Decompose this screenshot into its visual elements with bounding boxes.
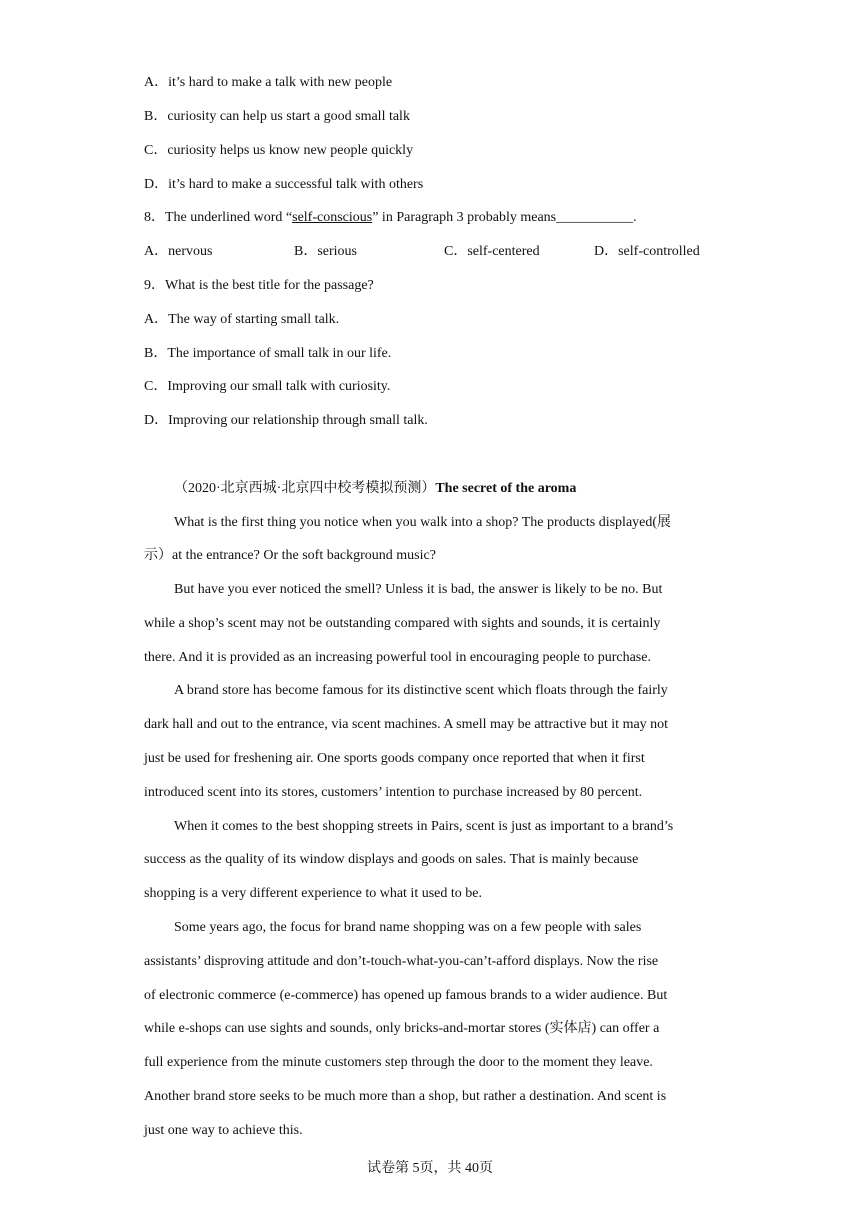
passage-line: there. And it is provided as an increasing powerful tool in encouraging people to purchase. xyxy=(144,650,651,665)
passage-line: What is the first thing you notice when you walk into a shop? The products displayed(展 xyxy=(174,515,672,530)
q7-option-c: C．curiosity helps us know new people quickly xyxy=(144,143,414,158)
passage-line: But have you ever noticed the smell? Unless it is bad, the answer is likely to be no. But xyxy=(174,582,663,597)
q9-option-a: A．The way of starting small talk. xyxy=(144,312,340,327)
q9-option-b: B．The importance of small talk in our life. xyxy=(144,346,392,361)
passage-line: while a shop’s scent may not be outstanding compared with sights and sounds, it is certainly xyxy=(144,616,661,631)
q8-stem xyxy=(144,209,637,227)
passage-line: of electronic commerce (e-commerce) has opened up famous brands to a wider audience. But xyxy=(144,988,668,1003)
passage-line: dark hall and out to the entrance, via scent machines. A smell may be attractive but it may not xyxy=(144,717,669,732)
q9-stem: 9．What is the best title for the passage? xyxy=(144,278,374,293)
underlined-word: self-conscious xyxy=(292,210,373,225)
q8-option-a: A．nervous xyxy=(144,244,213,259)
passage-title: The secret of the aroma xyxy=(435,481,577,496)
q7-option-b: B．curiosity can help us start a good small talk xyxy=(144,109,410,124)
passage-line: When it comes to the best shopping streets in Pairs, scent is just as important to a brand’s xyxy=(174,819,674,834)
passage-line: introduced scent into its stores, customers’ intention to purchase increased by 80 percent. xyxy=(144,785,643,800)
passage-line: full experience from the minute customers step through the door to the moment they leave. xyxy=(144,1055,653,1070)
passage-line: shopping is a very different experience to what it used to be. xyxy=(144,886,482,901)
q8-options xyxy=(0,243,860,261)
passage-line: Some years ago, the focus for brand name shopping was on a few people with sales xyxy=(174,920,642,935)
q8-option-c: C．self-centered xyxy=(444,244,540,259)
q8-stem-suffix: ” in Paragraph 3 probably means___________. xyxy=(372,210,637,225)
passage-line: just be used for freshening air. One sports goods company once reported that when it first xyxy=(144,751,645,766)
passage-source: （2020·北京西城·北京四中校考模拟预测） xyxy=(174,481,436,496)
q9-option-c: C．Improving our small talk with curiosity. xyxy=(144,379,391,394)
passage-line: 示）at the entrance? Or the soft background music? xyxy=(144,548,436,563)
passage-line: assistants’ disproving attitude and don’t-touch-what-you-can’t-afford displays. Now the rise xyxy=(144,954,659,969)
q7-option-d: D．it’s hard to make a successful talk with others xyxy=(144,177,424,192)
q8-stem-prefix: 8．The underlined word “ xyxy=(144,210,293,225)
q8-option-b: B．serious xyxy=(294,244,357,259)
q9-option-d: D．Improving our relationship through small talk. xyxy=(144,413,428,428)
page-footer: 试卷第 5页，共 40页 xyxy=(367,1161,493,1176)
passage-line: just one way to achieve this. xyxy=(144,1123,303,1138)
q8-option-d: D．self-controlled xyxy=(594,244,700,259)
q7-option-a: A．it’s hard to make a talk with new people xyxy=(144,75,393,90)
passage-line: Another brand store seeks to be much more than a shop, but rather a destination. And scent is xyxy=(144,1089,667,1104)
passage-line: while e-shops can use sights and sounds, only bricks-and-mortar stores (实体店) can offer a xyxy=(144,1021,660,1036)
passage-line: success as the quality of its window displays and goods on sales. That is mainly because xyxy=(144,852,639,867)
passage-heading xyxy=(174,480,576,498)
passage-line: A brand store has become famous for its distinctive scent which floats through the fairly xyxy=(174,683,668,698)
